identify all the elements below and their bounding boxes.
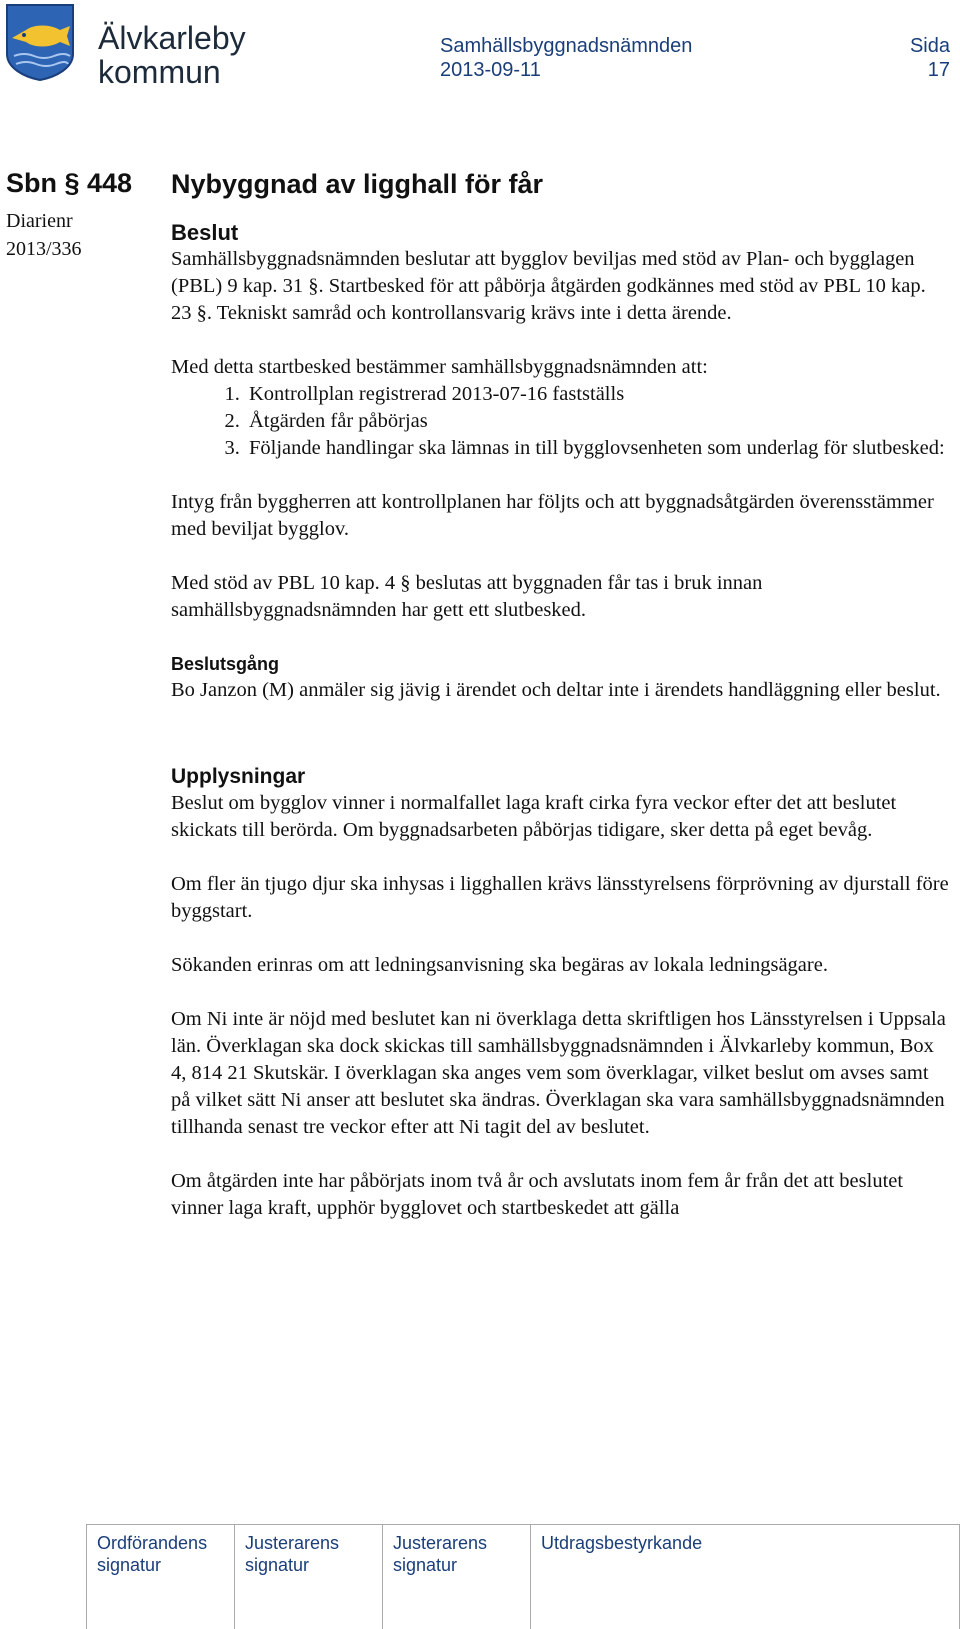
- signature-label: signatur: [393, 1555, 458, 1575]
- signature-box-chair: [86, 1524, 234, 1629]
- pbl-note: Med stöd av PBL 10 kap. 4 § beslutas att byggnaden får tas i bruk innan samhällsbyggnadsnämnden har gett ett slutbesked.: [171, 572, 763, 621]
- diarie-label: Diarienr: [6, 210, 73, 232]
- list-item: 1. Kontrollplan registrerad 2013-07-16 fastställs: [245, 381, 951, 408]
- list-item: 2. Åtgärden får påbörjas: [245, 408, 951, 435]
- diarie-number: 2013/336: [6, 238, 82, 260]
- header-page-label: Sida: [909, 35, 950, 57]
- signature-label: Justerarens: [245, 1533, 340, 1553]
- document-body: [171, 168, 951, 1222]
- list-item: 3. Följande handlingar ska lämnas in till bygglovsenheten som underlag för slutbesked:: [245, 435, 951, 462]
- header-department: Samhällsbyggnadsnämnden: [440, 35, 693, 57]
- upplysningar-heading: Upplysningar: [171, 765, 306, 788]
- signature-box-adjuster-2: [382, 1524, 530, 1629]
- municipality-name-line2: kommun: [98, 54, 221, 90]
- signature-label: signatur: [245, 1555, 310, 1575]
- signature-label: Ordförandens: [97, 1533, 208, 1553]
- upplysning-paragraph: Om fler än tjugo djur ska inhysas i ligghallen krävs länsstyrelsens förprövning av djurstall före byggstart.: [171, 873, 949, 922]
- startbesked-intro: Med detta startbesked bestämmer samhällsbyggnadsnämnden att:: [171, 356, 708, 378]
- signature-footer: [86, 1524, 960, 1629]
- signature-label: Utdragsbestyrkande: [541, 1533, 703, 1553]
- beslut-text: Samhällsbyggnadsnämnden beslutar att bygglov beviljas med stöd av Plan- och bygglagen (PBL) 9 kap. 31 §. Startbesked för att påbörja åtgärden godkännes med stöd av PBL 10 kap. 23 §. Tekniskt samråd och kontrollansvarig krävs inte i detta ärende.: [171, 248, 926, 324]
- header-page-number: 17: [927, 59, 950, 81]
- upplysning-paragraph: Sökanden erinras om att ledningsanvisning ska begäras av lokala ledningsägare.: [171, 954, 828, 976]
- signature-box-adjuster-1: [234, 1524, 382, 1629]
- signature-label: signatur: [97, 1555, 162, 1575]
- intyg-text: Intyg från byggherren att kontrollplanen har följts och att byggnadsåtgärden överensstämmer med beviljat bygglov.: [171, 491, 934, 540]
- header-date: 2013-09-11: [440, 59, 541, 81]
- upplysning-paragraph: Om åtgärden inte har påbörjats inom två år och avslutats inom fem år från det att beslutet vinner laga kraft, upphör bygglovet och startbeskedet att gälla: [171, 1170, 904, 1219]
- signature-label: Justerarens: [393, 1533, 488, 1553]
- case-title: Nybyggnad av ligghall för får: [171, 169, 544, 199]
- upplysning-paragraph: Om Ni inte är nöjd med beslutet kan ni överklaga detta skriftligen hos Länsstyrelsen i Uppsala län. Överklagan ska dock skickas till samhällsbyggnadsnämnden i Älvkarleby kommun, Box 4, 814 21 Skutskär. I överklagan ska anges vem som överklagar, vilket beslut om avses samt på vilket sätt Ni anser att beslutet ska ändras. Överklagan ska vara samhällsbyggnadsnämnden tillhanda senast tre veckor efter att Ni tagit del av beslutet.: [171, 1008, 946, 1138]
- beslutsgang-text: Bo Janzon (M) anmäler sig jävig i ärendet och deltar inte i ärendets handläggning eller beslut.: [171, 679, 941, 701]
- upplysning-paragraph: Beslut om bygglov vinner i normalfallet laga kraft cirka fyra veckor efter det att beslutet skickats till berörda. Om byggnadsarbeten påbörjas tidigare, sker detta på eget bevåg.: [171, 792, 897, 841]
- beslut-heading: Beslut: [171, 220, 239, 245]
- signature-box-certification: [530, 1524, 960, 1629]
- startbesked-list: [171, 381, 951, 462]
- beslutsgang-heading: Beslutsgång: [171, 654, 280, 674]
- municipality-coat-of-arms-logo: [4, 2, 76, 82]
- municipality-name-line1: Älvkarleby: [98, 20, 246, 56]
- paragraph-id: Sbn § 448: [6, 168, 133, 198]
